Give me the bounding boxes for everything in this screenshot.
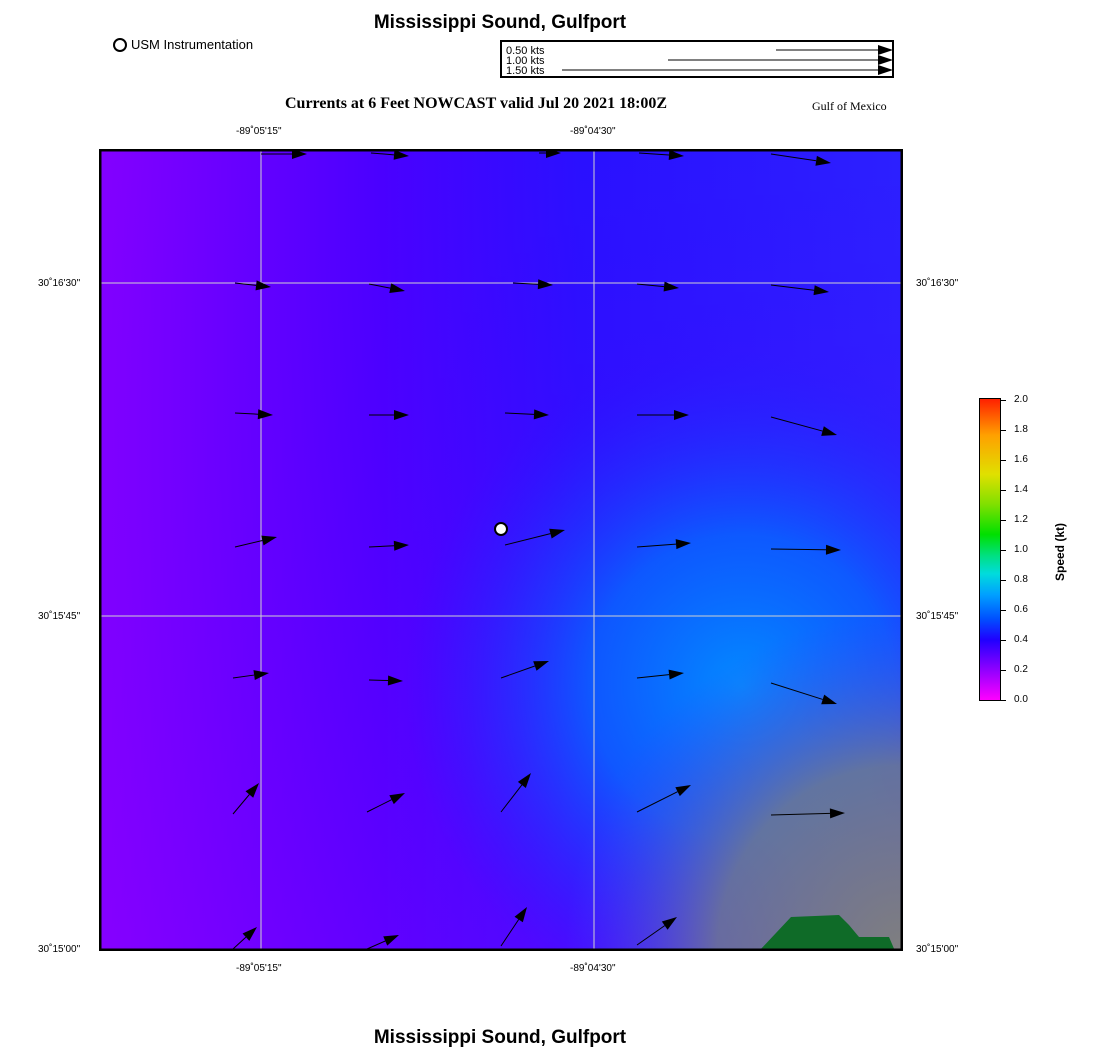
map-title: Mississippi Sound, Gulfport xyxy=(373,12,627,33)
scale-arrow-1.5 xyxy=(562,65,893,75)
lat-tick-label-right: 30˚15'00" xyxy=(916,944,959,955)
colorbar-tick xyxy=(1001,490,1006,491)
colorbar-tick-label: 1.4 xyxy=(1014,484,1028,495)
lon-tick-label-bottom: -89˚05'15" xyxy=(236,963,282,974)
colorbar-tick-label: 1.6 xyxy=(1014,454,1028,465)
colorbar-tick xyxy=(1001,640,1006,641)
scale-label-0.5: 0.50 kts xyxy=(506,45,545,57)
scale-arrows xyxy=(500,40,894,78)
current-map xyxy=(99,149,903,951)
lat-tick-label-right: 30˚15'45" xyxy=(916,611,959,622)
scale-label-1.5: 1.50 kts xyxy=(506,65,545,77)
colorbar-tick-label: 0.8 xyxy=(1014,574,1028,585)
station-marker-icon xyxy=(113,38,127,52)
speed-colorbar xyxy=(979,398,1001,701)
lat-tick-label-left: 30˚15'00" xyxy=(38,944,81,955)
lat-tick-label-left: 30˚16'30" xyxy=(38,278,81,289)
colorbar-tick xyxy=(1001,400,1006,401)
scale-arrow-1.0 xyxy=(668,55,893,65)
colorbar-tick xyxy=(1001,550,1006,551)
station-legend xyxy=(113,37,253,52)
colorbar-tick xyxy=(1001,430,1006,431)
scale-arrow-0.5 xyxy=(776,45,893,55)
lon-tick-label-top: -89˚05'15" xyxy=(236,126,282,137)
colorbar-tick-label: 1.2 xyxy=(1014,514,1028,525)
region-label: Gulf of Mexico xyxy=(812,99,887,113)
valid-time-subtitle: Currents at 6 Feet NOWCAST valid Jul 20 2021 18:00Z xyxy=(285,95,668,112)
colorbar-tick-label: 2.0 xyxy=(1014,394,1028,405)
colorbar-tick xyxy=(1001,460,1006,461)
colorbar-title: Speed (kt) xyxy=(1053,523,1067,582)
footer-title: Mississippi Sound, Gulfport xyxy=(373,1027,627,1048)
lat-tick-label-left: 30˚15'45" xyxy=(38,611,81,622)
lat-tick-label-right: 30˚16'30" xyxy=(916,278,959,289)
colorbar-tick xyxy=(1001,670,1006,671)
colorbar-tick xyxy=(1001,580,1006,581)
colorbar-tick-label: 1.8 xyxy=(1014,424,1028,435)
colorbar-tick-label: 0.4 xyxy=(1014,634,1028,645)
scale-label-1.0: 1.00 kts xyxy=(506,55,545,67)
vector-scale-legend xyxy=(500,40,894,78)
colorbar-tick xyxy=(1001,610,1006,611)
lon-tick-label-bottom: -89˚04'30" xyxy=(570,963,616,974)
colorbar-tick-label: 0.0 xyxy=(1014,694,1028,705)
usm-station-marker[interactable] xyxy=(495,523,507,535)
lon-tick-label-top: -89˚04'30" xyxy=(570,126,616,137)
colorbar-tick-label: 1.0 xyxy=(1014,544,1028,555)
colorbar-tick xyxy=(1001,700,1006,701)
station-legend-label: USM Instrumentation xyxy=(131,37,254,52)
colorbar-tick-label: 0.2 xyxy=(1014,664,1028,675)
colorbar-tick xyxy=(1001,520,1006,521)
colorbar-tick-label: 0.6 xyxy=(1014,604,1028,615)
